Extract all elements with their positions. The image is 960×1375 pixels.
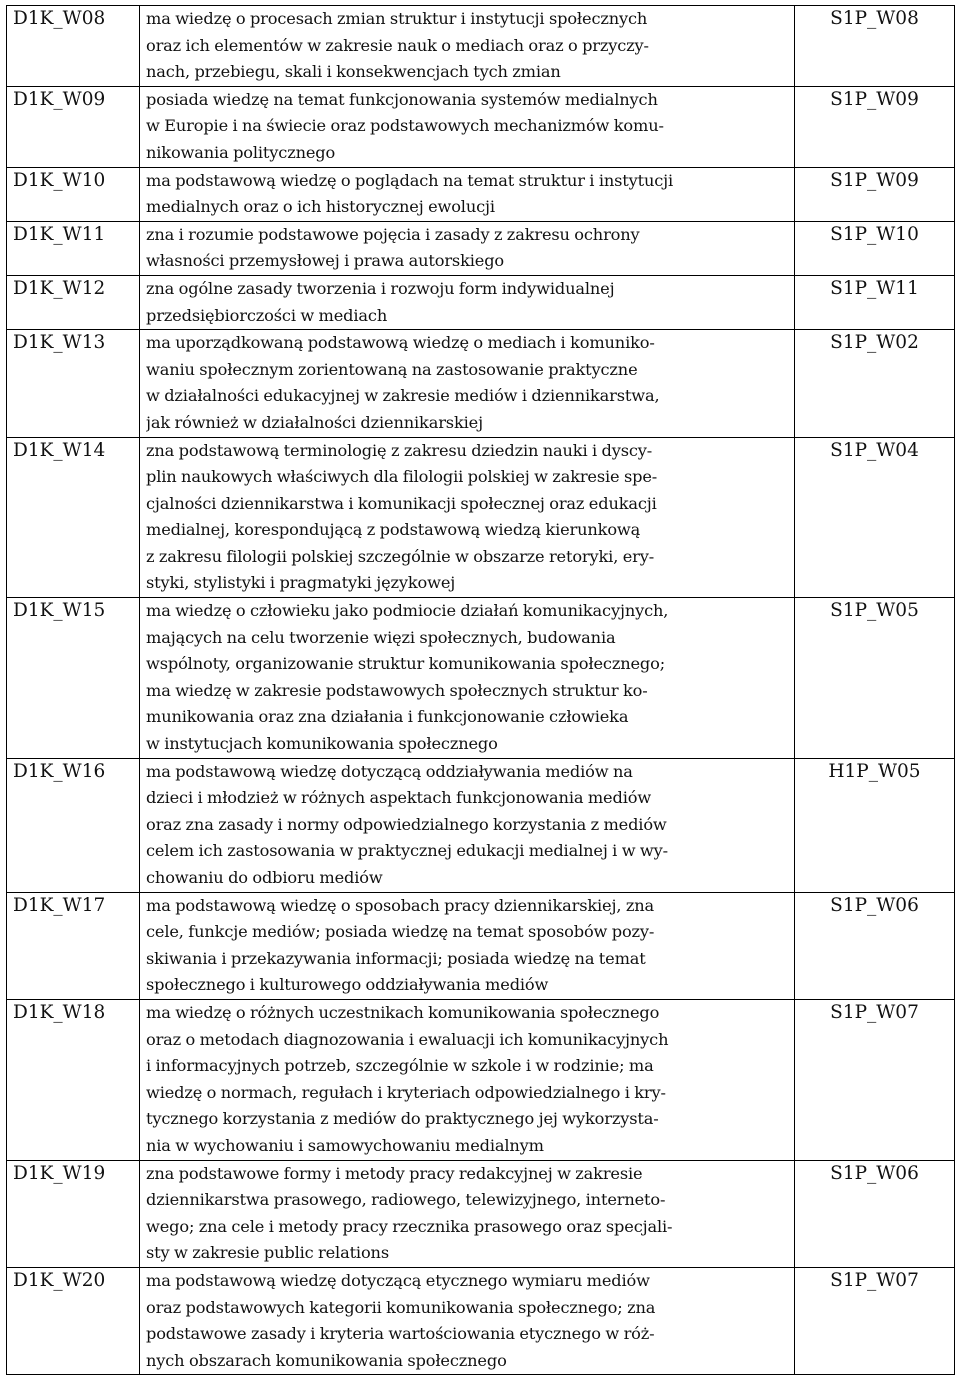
outcome-description — [140, 758, 795, 892]
table-row — [7, 892, 955, 999]
area-outcome-reference: S1P_W07 — [795, 999, 955, 1160]
description-line: tycznego korzystania z mediów do praktycznego jej wykorzysta- — [146, 1109, 659, 1129]
description-line: w instytucjach komunikowania społecznego — [146, 734, 498, 754]
outcome-code: D1K_W10 — [7, 167, 140, 221]
outcome-code: D1K_W12 — [7, 275, 140, 329]
table-row — [7, 437, 955, 598]
table-row — [7, 221, 955, 275]
description-line: oraz o metodach diagnozowania i ewaluacji ich komunikacyjnych — [146, 1029, 669, 1049]
description-line: ma wiedzę o różnych uczestnikach komunikowania społecznego — [146, 1002, 660, 1022]
area-outcome-reference: S1P_W05 — [795, 598, 955, 759]
table-row — [7, 758, 955, 892]
outcome-description — [140, 999, 795, 1160]
outcome-description — [140, 330, 795, 437]
area-outcome-reference: S1P_W06 — [795, 1160, 955, 1267]
description-line: w Europie i na świecie oraz podstawowych mechanizmów komu- — [146, 116, 664, 136]
description-line: zna i rozumie podstawowe pojęcia i zasady z zakresu ochrony — [146, 224, 640, 244]
description-line: dzieci i młodzież w różnych aspektach funkcjonowania mediów — [146, 788, 652, 808]
description-line: celem ich zastosowania w praktycznej edukacji medialnej i w wy- — [146, 841, 668, 861]
area-outcome-reference: S1P_W06 — [795, 892, 955, 999]
area-outcome-reference: S1P_W08 — [795, 6, 955, 87]
description-line: i informacyjnych potrzeb, szczególnie w szkole i w rodzinie; ma — [146, 1056, 654, 1076]
description-line: w działalności edukacyjnej w zakresie mediów i dziennikarstwa, — [146, 386, 660, 406]
description-line: społecznego i kulturowego oddziaływania mediów — [146, 975, 549, 995]
description-line: medialnej, korespondującą z podstawową wiedzą kierunkową — [146, 520, 641, 540]
area-outcome-reference: H1P_W05 — [795, 758, 955, 892]
description-line: nach, przebiegu, skali i konsekwencjach tych zmian — [146, 62, 561, 82]
area-outcome-reference: S1P_W09 — [795, 86, 955, 167]
description-line: z zakresu filologii polskiej szczególnie w obszarze retoryki, ery- — [146, 546, 655, 566]
outcome-code: D1K_W11 — [7, 221, 140, 275]
description-line: waniu społecznym zorientowaną na zastosowanie praktyczne — [146, 359, 638, 379]
description-line: własności przemysłowej i prawa autorskiego — [146, 251, 505, 271]
table-row — [7, 6, 955, 87]
description-line: oraz zna zasady i normy odpowiedzialnego korzystania z mediów — [146, 814, 667, 834]
description-line: posiada wiedzę na temat funkcjonowania systemów medialnych — [146, 89, 658, 109]
outcome-code: D1K_W18 — [7, 999, 140, 1160]
area-outcome-reference: S1P_W11 — [795, 275, 955, 329]
table-row — [7, 86, 955, 167]
outcome-description — [140, 6, 795, 87]
outcome-code: D1K_W14 — [7, 437, 140, 598]
description-line: nia w wychowaniu i samowychowaniu medialnym — [146, 1135, 544, 1155]
description-line: skiwania i przekazywania informacji; posiada wiedzę na temat — [146, 948, 646, 968]
table-row — [7, 999, 955, 1160]
table-row — [7, 1160, 955, 1267]
description-line: plin naukowych właściwych dla filologii polskiej w zakresie spe- — [146, 467, 658, 487]
description-line: styki, stylistyki i pragmatyki językowej — [146, 573, 456, 593]
outcome-description — [140, 221, 795, 275]
description-line: medialnych oraz o ich historycznej ewolucji — [146, 197, 495, 217]
description-line: wego; zna cele i metody pracy rzecznika prasowego oraz specjali- — [146, 1216, 673, 1236]
description-line: chowaniu do odbioru mediów — [146, 868, 383, 887]
description-line: podstawowe zasady i kryteria wartościowania etycznego w róż- — [146, 1324, 655, 1344]
description-line: cjalności dziennikarstwa i komunikacji społecznej oraz edukacji — [146, 493, 657, 513]
table-body — [7, 6, 955, 1375]
description-line: ma podstawową wiedzę o poglądach na temat struktur i instytucji — [146, 170, 674, 190]
area-outcome-reference: S1P_W09 — [795, 167, 955, 221]
description-line: ma wiedzę o procesach zmian struktur i instytucji społecznych — [146, 9, 648, 28]
description-line: ma podstawową wiedzę dotyczącą etycznego wymiaru mediów — [146, 1270, 650, 1290]
outcome-description — [140, 437, 795, 598]
area-outcome-reference: S1P_W02 — [795, 330, 955, 437]
outcome-code: D1K_W17 — [7, 892, 140, 999]
area-outcome-reference: S1P_W07 — [795, 1267, 955, 1374]
description-line: oraz podstawowych kategorii komunikowania społecznego; zna — [146, 1297, 656, 1317]
description-line: ma wiedzę o człowieku jako podmiocie działań komunikacyjnych, — [146, 601, 669, 621]
description-line: przedsiębiorczości w mediach — [146, 305, 388, 325]
table-row — [7, 598, 955, 759]
description-line: cele, funkcje mediów; posiada wiedzę na temat sposobów pozy- — [146, 922, 655, 942]
outcome-description — [140, 1160, 795, 1267]
outcome-code: D1K_W13 — [7, 330, 140, 437]
learning-outcomes-table — [6, 5, 955, 1375]
description-line: munikowania oraz zna działania i funkcjonowanie człowieka — [146, 707, 629, 727]
outcome-description — [140, 86, 795, 167]
description-line: wiedzę o normach, regułach i kryteriach odpowiedzialnego i kry- — [146, 1082, 666, 1102]
table-row — [7, 275, 955, 329]
outcome-code: D1K_W09 — [7, 86, 140, 167]
description-line: nych obszarach komunikowania społecznego — [146, 1350, 507, 1370]
outcome-description — [140, 167, 795, 221]
description-line: zna podstawową terminologię z zakresu dziedzin nauki i dyscy- — [146, 440, 653, 460]
area-outcome-reference: S1P_W10 — [795, 221, 955, 275]
description-line: ma podstawową wiedzę dotyczącą oddziaływania mediów na — [146, 761, 633, 781]
area-outcome-reference: S1P_W04 — [795, 437, 955, 598]
outcome-code: D1K_W16 — [7, 758, 140, 892]
outcome-description — [140, 892, 795, 999]
table-row — [7, 330, 955, 437]
description-line: zna podstawowe formy i metody pracy redakcyjnej w zakresie — [146, 1163, 643, 1183]
description-line: sty w zakresie public relations — [146, 1243, 389, 1263]
table-row — [7, 1267, 955, 1374]
outcome-description — [140, 1267, 795, 1374]
description-line: dziennikarstwa prasowego, radiowego, telewizyjnego, interneto- — [146, 1190, 666, 1210]
description-line: jak również w działalności dziennikarskiej — [146, 412, 483, 432]
table-row — [7, 167, 955, 221]
description-line: oraz ich elementów w zakresie nauk o mediach oraz o przyczy- — [146, 35, 649, 55]
description-line: ma uporządkowaną podstawową wiedzę o mediach i komuniko- — [146, 333, 655, 353]
outcome-code: D1K_W15 — [7, 598, 140, 759]
description-line: ma wiedzę w zakresie podstawowych społecznych struktur ko- — [146, 680, 648, 700]
outcome-description — [140, 275, 795, 329]
description-line: zna ogólne zasady tworzenia i rozwoju form indywidualnej — [146, 278, 615, 298]
description-line: nikowania politycznego — [146, 142, 336, 162]
outcome-code: D1K_W20 — [7, 1267, 140, 1374]
outcome-code: D1K_W19 — [7, 1160, 140, 1267]
description-line: mających na celu tworzenie więzi społecznych, budowania — [146, 627, 616, 647]
outcome-code: D1K_W08 — [7, 6, 140, 87]
description-line: wspólnoty, organizowanie struktur komunikowania społecznego; — [146, 654, 666, 674]
description-line: ma podstawową wiedzę o sposobach pracy dziennikarskiej, zna — [146, 895, 654, 915]
outcome-description — [140, 598, 795, 759]
